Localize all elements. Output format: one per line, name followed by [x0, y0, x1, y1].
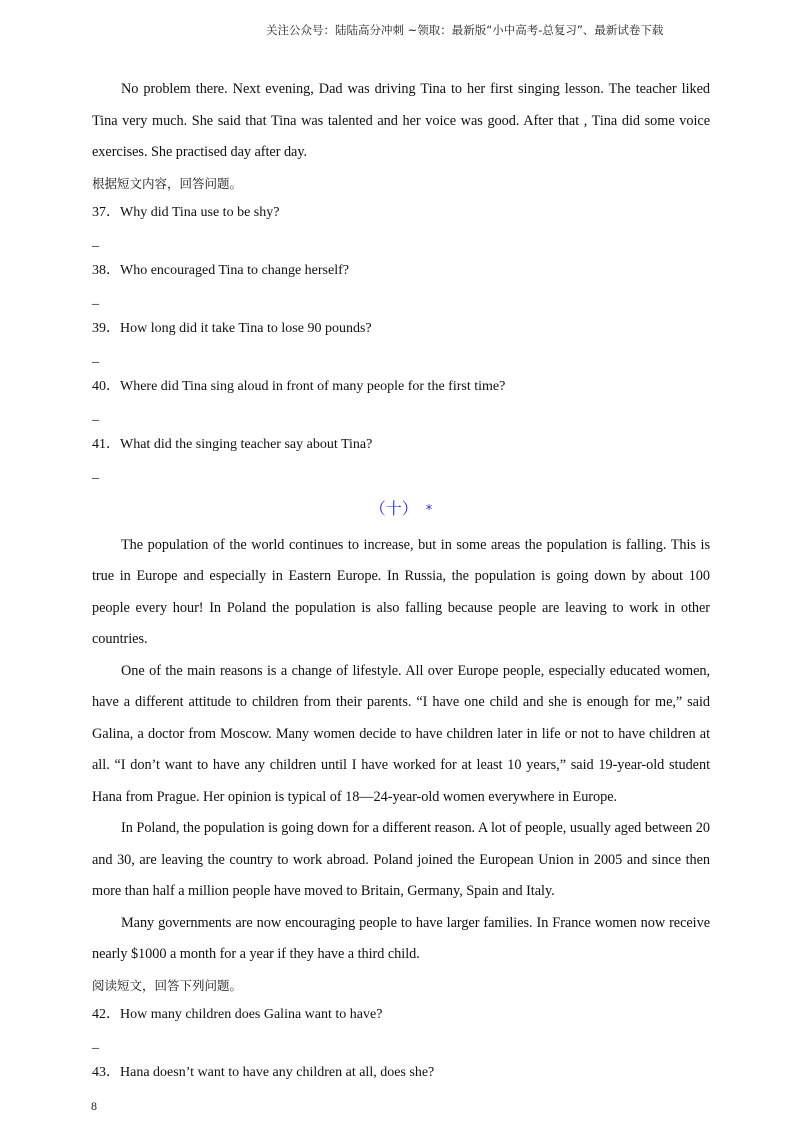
answer-blank-41[interactable]: _: [92, 465, 99, 481]
answer-blank-37[interactable]: _: [92, 233, 99, 249]
question-39: 39．How long did it take Tina to lose 90 pounds?: [92, 320, 372, 336]
document-body: [92, 74, 710, 1087]
passage-nine-paragraph: No problem there. Next evening, Dad was driving Tina to her first singing lesson. The teacher liked Tina very much. She said that Tina was talented and her voice was good. After that , Tina did some voice exercises. She practised day after day.: [92, 81, 710, 160]
answer-blank-39[interactable]: _: [92, 349, 99, 365]
section-title-text: （十）: [369, 498, 418, 518]
answer-blank-42[interactable]: _: [92, 1035, 99, 1051]
passage-nine-instruction: 根据短文内容，回答问题。: [92, 175, 243, 191]
star-icon: *: [425, 502, 433, 518]
page-header: 关注公众号：陆陆高分冲刺 ~领取：最新版“小中高考-总复习”、最新试卷下载: [266, 23, 664, 37]
question-37: 37．Why did Tina use to be shy?: [92, 204, 280, 220]
passage-ten-paragraph-1: The population of the world continues to increase, but in some areas the population is falling. This is true in Europe and especially in Eastern Europe. In Russia, the population is going down by about 100 people every hour! In Poland the population is also falling because people are leaving to work in other countries.: [92, 536, 710, 647]
passage-ten-paragraph-2: One of the main reasons is a change of lifestyle. All over Europe people, especially educated women, have a different attitude to children from their parents. “I have one child and she is enough for me,” said Galina, a doctor from Moscow. Many women decide to have children later in life or not to have children at all. “I don’t want to have any children until I have worked for at least 10 years,” said 19-year-old student Hana from Prague. Her opinion is typical of 18—24-year-old women everywhere in Europe.: [92, 662, 710, 805]
passage-ten-instruction: 阅读短文，回答下列问题。: [92, 977, 243, 993]
question-38: 38．Who encouraged Tina to change herself?: [92, 262, 349, 278]
question-41: 41．What did the singing teacher say about Tina?: [92, 436, 373, 452]
question-43: 43．Hana doesn’t want to have any children at all, does she?: [92, 1064, 435, 1080]
question-40: 40．Where did Tina sing aloud in front of many people for the first time?: [92, 378, 506, 394]
section-title: [92, 494, 710, 526]
question-42: 42．How many children does Galina want to have?: [92, 1006, 383, 1022]
passage-ten-paragraph-3: In Poland, the population is going down for a different reason. A lot of people, usually aged between 20 and 30, are leaving the country to work abroad. Poland joined the European Union in 2005 and since then more than half a million people have moved to Britain, Germany, Spain and Italy.: [92, 820, 710, 899]
page-number: 8: [91, 1099, 97, 1113]
answer-blank-40[interactable]: _: [92, 407, 99, 423]
answer-blank-38[interactable]: _: [92, 291, 99, 307]
passage-ten-paragraph-4: Many governments are now encouraging people to have larger families. In France women now receive nearly $1000 a month for a year if they have a third child.: [92, 914, 710, 962]
